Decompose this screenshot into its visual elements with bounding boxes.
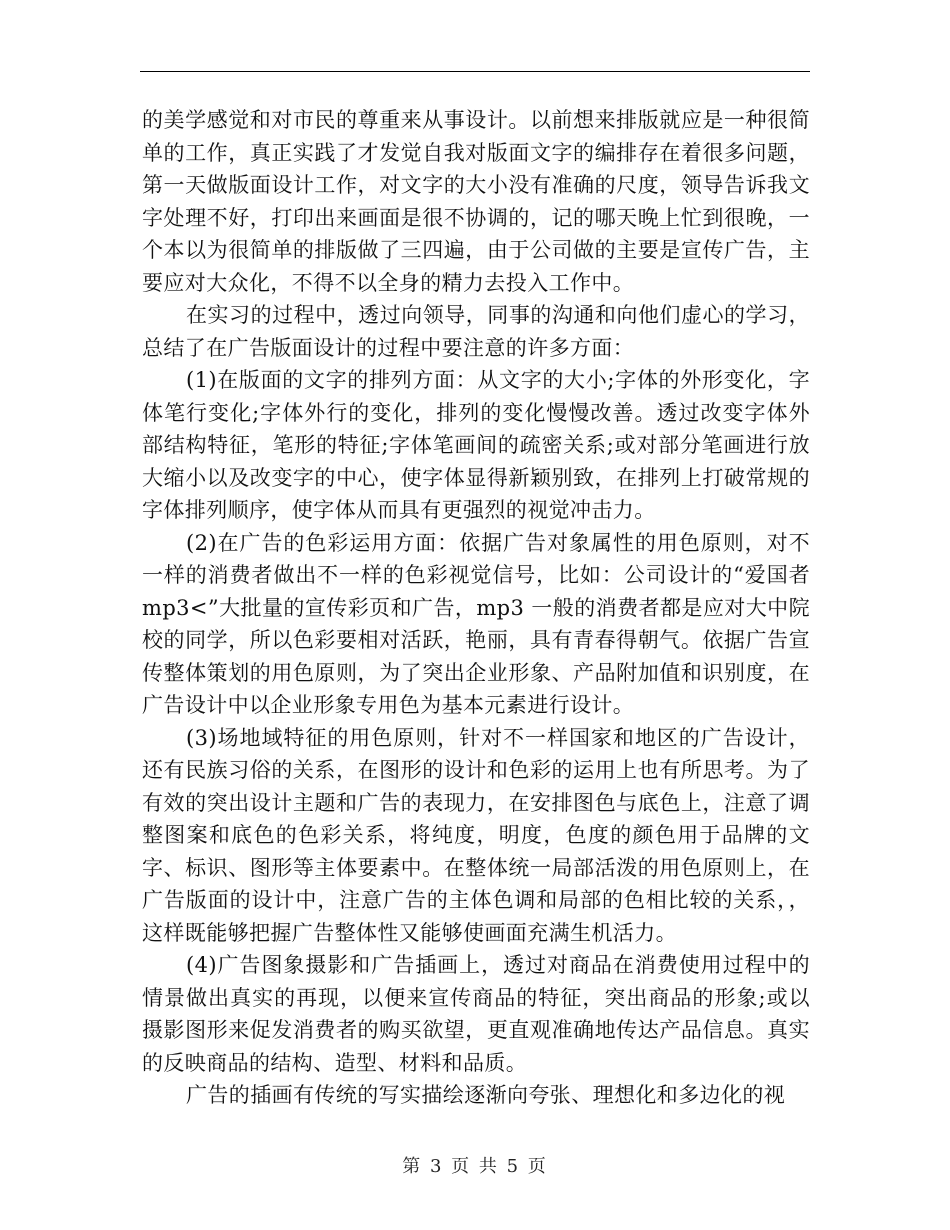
paragraph: 广告的插画有传统的写实描绘逐渐向夸张、理想化和多边化的视 — [186, 1083, 786, 1107]
paragraph: (3)场地域特征的用色原则，针对不一样国家和地区的广告设计，还有民族习俗的关系，在图形的设计和色彩的运用上也有所思考。为了有效的突出设计主题和广告的表现力，在安排图色与底色上，注意了调整图案和底色的色彩关系，将纯度，明度，色度的颜色用于品牌的文字、标识、图形等主体要素中。在整体统一局部活泼的用色原则上，在广告版面的设计中，注意广告的主体色调和局部的色相比较的关系，，这样既能够把握广告整体性又能够使画面充满生机活力。 — [142, 725, 810, 945]
page-number: 第 3 页 共 5 页 — [402, 1156, 548, 1177]
paragraph: (2)在广告的色彩运用方面：依据广告对象属性的用色原则，对不一样的消费者做出不一样的色彩视觉信号，比如：公司设计的“爱国者 mp3<”大批量的宣传彩页和广告，mp3 一般的消费者都是应对大中院校的同学，所以色彩要相对活跃，艳丽，具有青春得朝气。依据广告宣传整体策划的用色原则，为了突出企业形象、产品附加值和识别度，在广告设计中以企业形象专用色为基本元素进行设计。 — [142, 530, 810, 717]
paragraph: 在实习的过程中，透过向领导，同事的沟通和向他们虚心的学习，总结了在广告版面设计的过程中要注意的许多方面： — [142, 303, 810, 360]
paragraph: (1)在版面的文字的排列方面：从文字的大小;字体的外形变化，字体笔行变化;字体外行的变化，排列的变化慢慢改善。透过改变字体外部结构特征，笔形的特征;字体笔画间的疏密关系;或对部分笔画进行放大缩小以及改变字的中心，使字体显得新颖别致，在排列上打破常规的字体排列顺序，使字体从而具有更强烈的视觉冲击力。 — [142, 368, 810, 522]
document-body — [142, 104, 810, 1112]
paragraph: 的美学感觉和对市民的尊重来从事设计。以前想来排版就应是一种很简单的工作，真正实践了才发觉自我对版面文字的编排存在着很多问题，第一天做版面设计工作，对文字的大小没有准确的尺度，领导告诉我文字处理不好，打印出来画面是很不协调的，记的哪天晚上忙到很晚，一个本以为很简单的排版做了三四遍，由于公司做的主要是宣传广告，主要应对大众化，不得不以全身的精力去投入工作中。 — [142, 108, 810, 295]
header-rule — [140, 71, 810, 72]
paragraph: (4)广告图象摄影和广告插画上，透过对商品在消费使用过程中的情景做出真实的再现，以便来宣传商品的特征，突出商品的形象;或以摄影图形来促发消费者的购买欲望，更直观准确地传达产品信息。真实的反映商品的结构、造型、材料和品质。 — [142, 953, 810, 1075]
